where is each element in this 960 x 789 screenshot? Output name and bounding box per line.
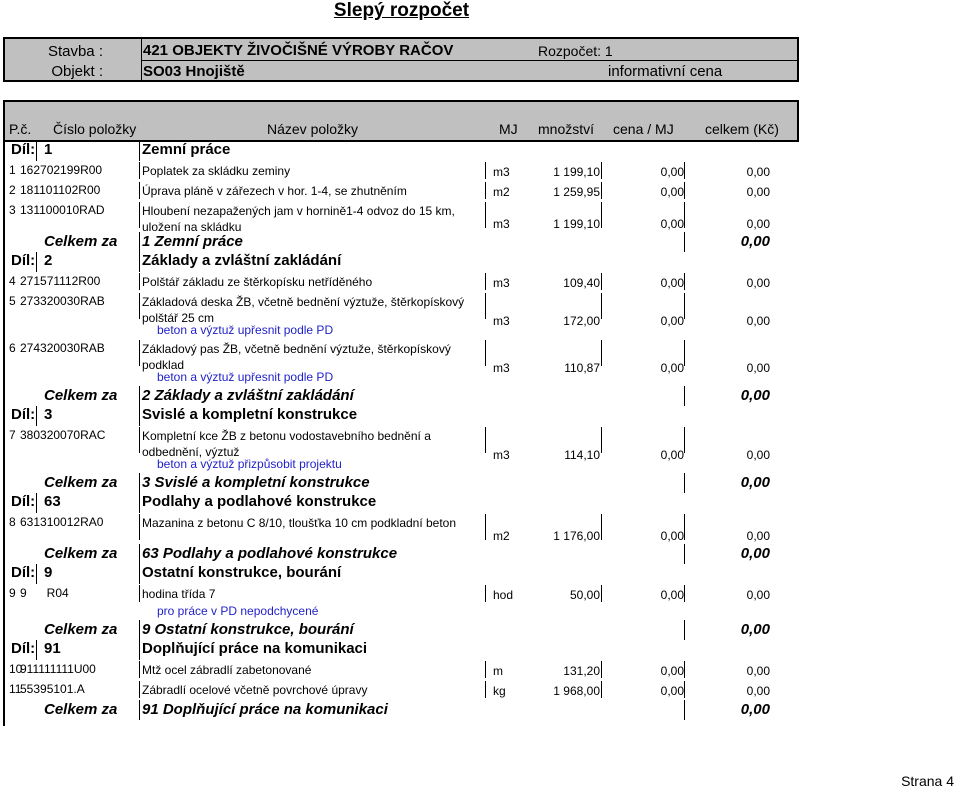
cell-divider — [139, 406, 140, 426]
cell-divider — [684, 681, 685, 698]
section-header — [3, 141, 799, 161]
total-label: Celkem za — [44, 233, 118, 250]
item-name: Kompletní kce ŽB z betonu vodostavebního bednění a odbednění, výztuž — [142, 429, 431, 459]
item-note: pro práce v PD nepodchycené — [157, 604, 319, 618]
item-code: 271571112R00 — [20, 274, 101, 288]
cell-divider — [485, 681, 486, 698]
item-total: 0,00 — [746, 165, 770, 179]
table-row — [3, 339, 799, 386]
cell-divider — [485, 162, 486, 179]
item-quantity: 1 199,10 — [553, 165, 600, 179]
cell-divider — [139, 141, 140, 161]
project-header — [3, 37, 799, 82]
item-total: 0,00 — [746, 276, 770, 290]
item-unit-price: 0,00 — [660, 588, 684, 602]
table-row — [3, 161, 799, 181]
cell-divider — [36, 640, 37, 660]
col-cislo: Číslo položky — [53, 121, 137, 137]
cell-divider — [601, 340, 602, 366]
table-row — [3, 680, 799, 700]
total-value: 0,00 — [740, 621, 770, 638]
cell-divider — [601, 293, 602, 319]
section-header — [3, 252, 799, 272]
cell-divider — [485, 182, 486, 199]
cell-divider — [139, 162, 140, 179]
section-header — [3, 640, 799, 660]
col-mj: MJ — [499, 121, 518, 137]
section-name: Zemní práce — [142, 141, 231, 158]
item-name: Základový pas ŽB, včetně bednění výztuže, štěrkopískový podklad — [142, 342, 451, 372]
item-code: 273320030RAB — [20, 294, 105, 308]
section-total-row — [3, 700, 799, 720]
cell-divider — [684, 293, 685, 319]
section-code: 9 — [44, 564, 53, 581]
table-row — [3, 584, 799, 620]
item-total: 0,00 — [746, 185, 770, 199]
item-name: Základová deska ŽB, včetně bednění výztuže, štěrkopískový polštář 25 cm — [142, 295, 465, 325]
item-total: 0,00 — [746, 664, 770, 678]
info-label: informativní cena — [608, 63, 723, 80]
cell-divider — [139, 252, 140, 272]
total-value: 0,00 — [740, 387, 770, 404]
item-number: 4 — [9, 274, 16, 288]
cell-divider — [36, 141, 37, 161]
item-number: 9 — [9, 586, 16, 600]
item-total: 0,00 — [746, 314, 770, 328]
cell-divider — [139, 473, 140, 493]
item-unit-price: 0,00 — [660, 448, 684, 462]
total-name: 1 Zemní práce — [142, 233, 243, 250]
total-value: 0,00 — [740, 474, 770, 491]
item-name: Polštář základu ze štěrkopísku netříděného — [142, 275, 373, 289]
section-label: Díl: — [11, 141, 36, 158]
section-total-row — [3, 544, 799, 564]
cell-divider — [139, 273, 140, 290]
total-value: 0,00 — [740, 233, 770, 250]
cell-divider — [684, 182, 685, 199]
cell-divider — [684, 544, 685, 564]
objekt-value: SO03 Hnojiště — [143, 63, 245, 80]
section-name: Svislé a kompletní konstrukce — [142, 406, 358, 423]
item-code: 274320030RAB — [20, 341, 105, 355]
section-header — [3, 406, 799, 426]
total-value: 0,00 — [740, 701, 770, 718]
section-label: Díl: — [11, 406, 36, 423]
item-quantity: 172,00 — [563, 314, 600, 328]
cell-divider — [485, 293, 486, 319]
section-label: Díl: — [11, 564, 36, 581]
item-unit-price: 0,00 — [660, 684, 684, 698]
item-number: 5 — [9, 294, 16, 308]
item-total: 0,00 — [746, 361, 770, 375]
item-unit: m3 — [493, 217, 510, 231]
item-name: Mazanina z betonu C 8/10, tloušťka 10 cm podkladní beton — [142, 516, 457, 530]
col-nazev: Název položky — [267, 121, 359, 137]
cell-divider — [36, 252, 37, 272]
total-name: 91 Doplňující práce na komunikaci — [142, 701, 388, 718]
cell-divider — [139, 661, 140, 678]
cell-divider — [139, 386, 140, 406]
section-code: 91 — [44, 640, 61, 657]
item-code: 162702199R00 — [20, 163, 103, 177]
section-total-row — [3, 620, 799, 640]
header-divider — [141, 60, 797, 61]
total-label: Celkem za — [44, 387, 118, 404]
section-name: Podlahy a podlahové konstrukce — [142, 493, 377, 510]
table-row — [3, 513, 799, 544]
total-label: Celkem za — [44, 701, 118, 718]
cell-divider — [139, 293, 140, 319]
cell-divider — [601, 514, 602, 540]
section-name: Doplňující práce na komunikaci — [142, 640, 368, 657]
item-unit: kg — [493, 684, 506, 698]
stavba-value: 421 OBJEKTY ŽIVOČIŠNÉ VÝROBY RAČOV — [143, 42, 454, 59]
cell-divider — [139, 514, 140, 540]
cell-divider — [601, 427, 602, 453]
item-number: 10 — [9, 662, 23, 676]
rozpocet-label: Rozpočet: 1 — [538, 43, 613, 59]
cell-divider — [601, 273, 602, 290]
cell-divider — [601, 162, 602, 179]
cell-divider — [36, 493, 37, 513]
cell-divider — [485, 661, 486, 678]
item-note: beton a výztuž upřesnit podle PD — [157, 370, 334, 384]
cell-divider — [601, 681, 602, 698]
item-unit: m3 — [493, 276, 510, 290]
table-row — [3, 292, 799, 339]
item-name: Zábradlí ocelové včetně povrchové úpravy — [142, 683, 368, 697]
cell-divider — [139, 427, 140, 453]
total-label: Celkem za — [44, 474, 118, 491]
cell-divider — [485, 340, 486, 366]
item-name: Mtž ocel zábradlí zabetonované — [142, 663, 312, 677]
item-code: 131100010RAD — [20, 203, 105, 217]
cell-divider — [139, 493, 140, 513]
section-code: 1 — [44, 141, 53, 158]
item-unit: m3 — [493, 314, 510, 328]
column-header — [3, 100, 799, 142]
item-unit: m2 — [493, 529, 510, 543]
cell-divider — [684, 620, 685, 640]
item-unit-price: 0,00 — [660, 314, 684, 328]
cell-divider — [36, 564, 37, 584]
cell-divider — [139, 544, 140, 564]
cell-divider — [601, 661, 602, 678]
cell-divider — [684, 514, 685, 540]
total-value: 0,00 — [740, 545, 770, 562]
cell-divider — [684, 162, 685, 179]
item-unit-price: 0,00 — [660, 276, 684, 290]
item-total: 0,00 — [746, 448, 770, 462]
cell-divider — [139, 564, 140, 584]
cell-divider — [485, 514, 486, 540]
objekt-label: Objekt : — [51, 63, 103, 80]
section-code: 63 — [44, 493, 61, 510]
page-number: Strana 4 — [901, 773, 954, 789]
item-code: 181101102R00 — [20, 183, 101, 197]
item-name: Úprava pláně v zářezech v hor. 1-4, se zhutněním — [142, 184, 407, 198]
item-unit: m2 — [493, 185, 510, 199]
cell-divider — [139, 700, 140, 720]
cell-divider — [139, 202, 140, 228]
cell-divider — [485, 202, 486, 228]
section-label: Díl: — [11, 252, 36, 269]
item-total: 0,00 — [746, 588, 770, 602]
col-pc: P.č. — [9, 121, 32, 137]
item-name: hodina třída 7 — [142, 587, 216, 601]
total-name: 2 Základy a zvláštní zakládání — [142, 387, 354, 404]
section-name: Ostatní konstrukce, bourání — [142, 564, 342, 581]
total-name: 63 Podlahy a podlahové konstrukce — [142, 545, 398, 562]
section-code: 3 — [44, 406, 53, 423]
cell-divider — [139, 681, 140, 698]
cell-divider — [485, 427, 486, 453]
col-mnozstvi: množství — [538, 121, 595, 137]
cell-divider — [684, 232, 685, 252]
item-quantity: 131,20 — [563, 664, 600, 678]
cell-divider — [684, 340, 685, 366]
item-number: 11 — [9, 682, 22, 696]
section-header — [3, 564, 799, 584]
cell-divider — [485, 273, 486, 290]
section-name: Základy a zvláštní zakládání — [142, 252, 342, 269]
table-row — [3, 426, 799, 473]
cell-divider — [485, 585, 486, 602]
item-note: beton a výztuž přizpůsobit projektu — [157, 457, 342, 471]
total-name: 9 Ostatní konstrukce, bourání — [142, 621, 354, 638]
item-unit-price: 0,00 — [660, 361, 684, 375]
page-title: Slepý rozpočet — [333, 0, 470, 21]
section-label: Díl: — [11, 493, 36, 510]
cell-divider — [684, 473, 685, 493]
item-unit: m — [493, 664, 503, 678]
item-name: Hloubení nezapažených jam v hornině1-4 odvoz do 15 km, uložení na skládku — [142, 204, 455, 234]
section-total-row — [3, 386, 799, 406]
cell-divider — [139, 340, 140, 366]
total-name: 3 Svislé a kompletní konstrukce — [142, 474, 370, 491]
item-number: 3 — [9, 203, 16, 217]
cell-divider — [684, 273, 685, 290]
item-quantity: 114,10 — [564, 448, 600, 462]
cell-divider — [601, 182, 602, 199]
total-label: Celkem za — [44, 621, 118, 638]
item-note: beton a výztuž upřesnit podle PD — [157, 323, 334, 337]
item-unit-price: 0,00 — [660, 185, 684, 199]
item-quantity: 1 176,00 — [553, 529, 600, 543]
item-quantity: 1 199,10 — [553, 217, 600, 231]
cell-divider — [36, 406, 37, 426]
item-quantity: 1 259,95 — [553, 185, 600, 199]
item-total: 0,00 — [746, 684, 770, 698]
item-quantity: 109,40 — [563, 276, 600, 290]
item-unit: hod — [493, 588, 514, 602]
section-code: 2 — [44, 252, 53, 269]
item-quantity: 110,87 — [564, 361, 600, 375]
cell-divider — [684, 700, 685, 720]
item-unit: m3 — [493, 361, 510, 375]
item-code: 911111111U00 — [20, 662, 96, 676]
item-unit-price: 0,00 — [660, 165, 684, 179]
col-celkem: celkem (Kč) — [705, 121, 779, 137]
item-code: 9 R04 — [20, 586, 69, 600]
cell-divider — [684, 427, 685, 453]
item-unit: m3 — [493, 448, 510, 462]
item-unit-price: 0,00 — [660, 217, 684, 231]
cell-divider — [139, 182, 140, 199]
section-header — [3, 493, 799, 513]
cell-divider — [139, 232, 140, 252]
stavba-label: Stavba : — [47, 43, 103, 60]
cell-divider — [684, 202, 685, 228]
cell-divider — [139, 620, 140, 640]
cell-divider — [139, 640, 140, 660]
item-quantity: 50,00 — [569, 588, 600, 602]
item-quantity: 1 968,00 — [553, 684, 600, 698]
section-label: Díl: — [11, 640, 36, 657]
col-cena: cena / MJ — [613, 121, 674, 137]
item-unit-price: 0,00 — [660, 664, 684, 678]
table-row — [3, 181, 799, 201]
item-code: 380320070RAC — [20, 428, 106, 442]
item-unit: m3 — [493, 165, 510, 179]
cell-divider — [684, 585, 685, 602]
item-number: 8 — [9, 515, 16, 529]
item-number: 2 — [9, 183, 16, 197]
item-number: 7 — [9, 428, 16, 442]
item-number: 1 — [9, 163, 16, 177]
item-total: 0,00 — [746, 529, 770, 543]
cell-divider — [684, 661, 685, 678]
cell-divider — [601, 202, 602, 228]
table-row — [3, 660, 799, 680]
item-number: 6 — [9, 341, 16, 355]
section-total-row — [3, 473, 799, 493]
section-total-row — [3, 232, 799, 252]
cell-divider — [139, 585, 140, 602]
item-code: 55395101.A — [20, 682, 85, 696]
item-unit-price: 0,00 — [660, 529, 684, 543]
cell-divider — [684, 386, 685, 406]
table-row — [3, 272, 799, 292]
item-code: 631310012RA0 — [20, 515, 104, 529]
item-name: Poplatek za skládku zeminy — [142, 164, 291, 178]
table-row — [3, 201, 799, 232]
cell-divider — [601, 585, 602, 602]
total-label: Celkem za — [44, 545, 118, 562]
item-total: 0,00 — [746, 217, 770, 231]
